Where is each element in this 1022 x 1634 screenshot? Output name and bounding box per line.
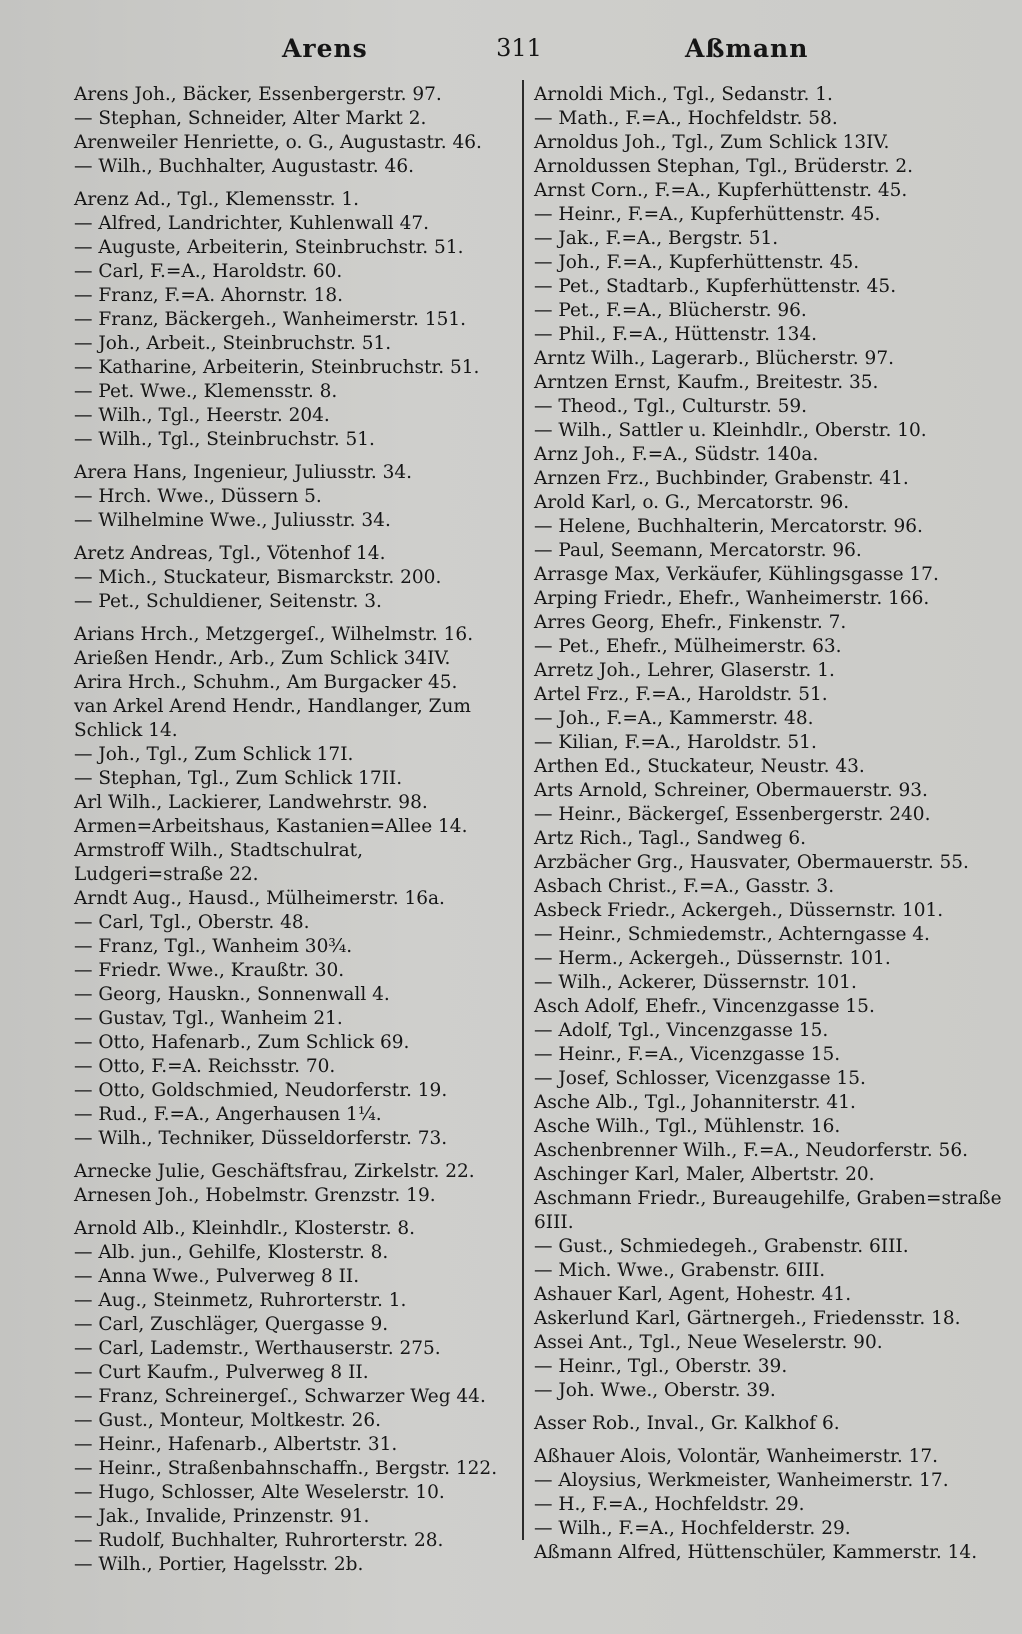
directory-entry: Arold Karl, o. G., Mercatorstr. 96. bbox=[534, 492, 850, 513]
directory-entry: — Franz, Bäckergeh., Wanheimerstr. 151. bbox=[74, 309, 467, 330]
directory-entry: — Aug., Steinmetz, Ruhrorterstr. 1. bbox=[74, 1290, 407, 1311]
page-header bbox=[0, 30, 1022, 70]
directory-entry: — Heinr., Bäckergeſ, Essenbergerstr. 240. bbox=[534, 804, 931, 825]
directory-entry: Arnzen Frz., Buchbinder, Grabenstr. 41. bbox=[534, 468, 909, 489]
directory-entry: Arntzen Ernst, Kaufm., Breitestr. 35. bbox=[534, 372, 879, 393]
directory-entry: Arthen Ed., Stuckateur, Neustr. 43. bbox=[534, 756, 865, 777]
directory-entry: Arnz Joh., F.=A., Südstr. 140a. bbox=[534, 444, 819, 465]
directory-entry: — Gustav, Tgl., Wanheim 21. bbox=[74, 1008, 343, 1029]
directory-entry: Arens Joh., Bäcker, Essenbergerstr. 97. bbox=[74, 84, 442, 105]
directory-entry: — Joh., Tgl., Zum Schlick 17I. bbox=[74, 744, 354, 765]
directory-entry: Aschmann Friedr., Bureaugehilfe, Graben=straße 6III. bbox=[534, 1188, 1002, 1233]
directory-entry: — Wilh., Ackerer, Düssernstr. 101. bbox=[534, 972, 857, 993]
directory-entry: Arts Arnold, Schreiner, Obermauerstr. 93. bbox=[534, 780, 928, 801]
directory-entry: — Adolf, Tgl., Vincenzgasse 15. bbox=[534, 1020, 829, 1041]
directory-entry: — Curt Kaufm., Pulverweg 8 II. bbox=[74, 1362, 369, 1383]
directory-entry: Asche Wilh., Tgl., Mühlenstr. 16. bbox=[534, 1116, 841, 1137]
directory-entry: — Heinr., F.=A., Kupferhüttenstr. 45. bbox=[534, 204, 881, 225]
directory-entry: Arres Georg, Ehefr., Finkenstr. 7. bbox=[534, 612, 847, 633]
directory-entry: — Theod., Tgl., Culturstr. 59. bbox=[534, 396, 808, 417]
directory-entry: van Arkel Arend Hendr., Handlanger, Zum Schlick 14. bbox=[74, 696, 471, 741]
directory-entry: Artel Frz., F.=A., Haroldstr. 51. bbox=[534, 684, 828, 705]
directory-entry: — Heinr., Schmiedemstr., Achterngasse 4. bbox=[534, 924, 930, 945]
directory-entry: — Phil., F.=A., Hüttenstr. 134. bbox=[534, 324, 818, 345]
directory-entry: — Wilh., Tgl., Steinbruchstr. 51. bbox=[74, 429, 375, 450]
directory-entry: — Katharine, Arbeiterin, Steinbruchstr. 51. bbox=[74, 357, 480, 378]
directory-entry: Artz Rich., Tagl., Sandweg 6. bbox=[534, 828, 806, 849]
directory-entry: — Georg, Hauskn., Sonnenwall 4. bbox=[74, 984, 390, 1005]
directory-entry: — Hugo, Schlosser, Alte Weselerstr. 10. bbox=[74, 1482, 445, 1503]
directory-entry: Arenz Ad., Tgl., Klemensstr. 1. bbox=[74, 189, 360, 210]
directory-entry: — Auguste, Arbeiterin, Steinbruchstr. 51. bbox=[74, 237, 464, 258]
directory-entry: — Joh., Arbeit., Steinbruchstr. 51. bbox=[74, 333, 392, 354]
directory-entry: — Anna Wwe., Pulverweg 8 II. bbox=[74, 1266, 360, 1287]
directory-entry: Aschenbrenner Wilh., F.=A., Neudorferstr. 56. bbox=[534, 1140, 968, 1161]
directory-entry: Armen=Arbeitshaus, Kastanien=Allee 14. bbox=[74, 816, 468, 837]
directory-entry: — Wilh., Tgl., Heerstr. 204. bbox=[74, 405, 330, 426]
directory-entry: — Rudolf, Buchhalter, Ruhrorterstr. 28. bbox=[74, 1530, 444, 1551]
directory-entry: — Wilh., Buchhalter, Augustastr. 46. bbox=[74, 156, 414, 177]
directory-entry: Arnesen Joh., Hobelmstr. Grenzstr. 19. bbox=[74, 1185, 436, 1206]
directory-entry: — Helene, Buchhalterin, Mercatorstr. 96. bbox=[534, 516, 923, 537]
directory-entry: Asbach Christ., F.=A., Gasstr. 3. bbox=[534, 876, 835, 897]
directory-entry: Arera Hans, Ingenieur, Juliusstr. 34. bbox=[74, 462, 413, 483]
directory-entry: Arießen Hendr., Arb., Zum Schlick 34IV. bbox=[74, 648, 451, 669]
directory-entry: Asche Alb., Tgl., Johanniterstr. 41. bbox=[534, 1092, 856, 1113]
directory-entry: Asch Adolf, Ehefr., Vincenzgasse 15. bbox=[534, 996, 875, 1017]
directory-entry: Arzbächer Grg., Hausvater, Obermauerstr. 55. bbox=[534, 852, 969, 873]
directory-entry: — Joh., F.=A., Kupferhüttenstr. 45. bbox=[534, 252, 860, 273]
directory-entry: — Pet., Stadtarb., Kupferhüttenstr. 45. bbox=[534, 276, 897, 297]
directory-entry: Arira Hrch., Schuhm., Am Burgacker 45. bbox=[74, 672, 458, 693]
directory-entry: — Carl, Zuschläger, Quergasse 9. bbox=[74, 1314, 389, 1335]
directory-entry: — Gust., Schmiedegeh., Grabenstr. 6III. bbox=[534, 1236, 909, 1257]
column-divider bbox=[522, 80, 524, 1540]
directory-entry: Arnold Alb., Kleinhdlr., Klosterstr. 8. bbox=[74, 1218, 416, 1239]
directory-entry: — Gust., Monteur, Moltkestr. 26. bbox=[74, 1410, 382, 1431]
directory-entry: Arenweiler Henriette, o. G., Augustastr. 46. bbox=[74, 132, 482, 153]
directory-entry: — Wilhelmine Wwe., Juliusstr. 34. bbox=[74, 510, 391, 531]
directory-entry: — Pet., Schuldiener, Seitenstr. 3. bbox=[74, 591, 382, 612]
directory-entry: — Pet., Ehefr., Mülheimerstr. 63. bbox=[534, 636, 842, 657]
header-left-keyword: Arens bbox=[282, 34, 368, 63]
directory-entry: Arnoldussen Stephan, Tgl., Brüderstr. 2. bbox=[534, 156, 914, 177]
directory-entry: Assei Ant., Tgl., Neue Weselerstr. 90. bbox=[534, 1332, 883, 1353]
directory-entry: Arrasge Max, Verkäufer, Kühlingsgasse 17. bbox=[534, 564, 939, 585]
directory-entry: — Jak., F.=A., Bergstr. 51. bbox=[534, 228, 779, 249]
directory-entry: Aretz Andreas, Tgl., Vötenhof 14. bbox=[74, 543, 386, 564]
directory-entry: — Friedr. Wwe., Kraußtr. 30. bbox=[74, 960, 345, 981]
directory-entry: — H., F.=A., Hochfeldstr. 29. bbox=[534, 1494, 805, 1515]
directory-entry: Arping Friedr., Ehefr., Wanheimerstr. 166. bbox=[534, 588, 930, 609]
directory-entry: Arntz Wilh., Lagerarb., Blücherstr. 97. bbox=[534, 348, 894, 369]
directory-entry: — Alfred, Landrichter, Kuhlenwall 47. bbox=[74, 213, 429, 234]
directory-entry: Asbeck Friedr., Ackergeh., Düssernstr. 101. bbox=[534, 900, 944, 921]
directory-entry: — Rud., F.=A., Angerhausen 1¼. bbox=[74, 1104, 382, 1125]
header-right-keyword: Aßmann bbox=[685, 34, 809, 63]
directory-entry: — Mich., Stuckateur, Bismarckstr. 200. bbox=[74, 567, 442, 588]
directory-entry: Aschinger Karl, Maler, Albertstr. 20. bbox=[534, 1164, 875, 1185]
directory-entry: Aßhauer Alois, Volontär, Wanheimerstr. 17. bbox=[534, 1446, 939, 1467]
right-column bbox=[534, 83, 1004, 1565]
directory-entry: — Kilian, F.=A., Haroldstr. 51. bbox=[534, 732, 817, 753]
directory-entry: — Alb. jun., Gehilfe, Klosterstr. 8. bbox=[74, 1242, 389, 1263]
directory-entry: — Joh., F.=A., Kammerstr. 48. bbox=[534, 708, 814, 729]
directory-entry: — Stephan, Tgl., Zum Schlick 17II. bbox=[74, 768, 403, 789]
directory-entry: — Hrch. Wwe., Düssern 5. bbox=[74, 486, 322, 507]
directory-entry: Arnoldus Joh., Tgl., Zum Schlick 13IV. bbox=[534, 132, 890, 153]
directory-entry: — Jak., Invalide, Prinzenstr. 91. bbox=[74, 1506, 370, 1527]
left-column bbox=[74, 83, 510, 1577]
directory-entry: Aßmann Alfred, Hüttenschüler, Kammerstr. 14. bbox=[534, 1542, 978, 1563]
directory-entry: — Otto, Hafenarb., Zum Schlick 69. bbox=[74, 1032, 410, 1053]
page-number: 311 bbox=[496, 34, 542, 62]
directory-entry: — Paul, Seemann, Mercatorstr. 96. bbox=[534, 540, 862, 561]
directory-entry: Askerlund Karl, Gärtnergeh., Friedensstr. 18. bbox=[534, 1308, 961, 1329]
directory-entry: Arl Wilh., Lackierer, Landwehrstr. 98. bbox=[74, 792, 428, 813]
directory-entry: — Wilh., F.=A., Hochfelderstr. 29. bbox=[534, 1518, 851, 1539]
directory-entry: — Wilh., Sattler u. Kleinhdlr., Oberstr. 10. bbox=[534, 420, 927, 441]
directory-entry: Armstroff Wilh., Stadtschulrat, Ludgeri=straße 22. bbox=[74, 840, 363, 885]
directory-entry: — Wilh., Portier, Hagelsstr. 2b. bbox=[74, 1554, 364, 1575]
directory-entry: — Aloysius, Werkmeister, Wanheimerstr. 17. bbox=[534, 1470, 949, 1491]
directory-entry: Arretz Joh., Lehrer, Glaserstr. 1. bbox=[534, 660, 835, 681]
directory-entry: — Herm., Ackergeh., Düssernstr. 101. bbox=[534, 948, 891, 969]
directory-entry: — Franz, F.=A. Ahornstr. 18. bbox=[74, 285, 344, 306]
directory-entry: — Franz, Tgl., Wanheim 30¾. bbox=[74, 936, 353, 957]
directory-entry: — Heinr., Tgl., Oberstr. 39. bbox=[534, 1356, 788, 1377]
directory-entry: — Heinr., Straßenbahnschaffn., Bergstr. 122. bbox=[74, 1458, 498, 1479]
directory-entry: Arnst Corn., F.=A., Kupferhüttenstr. 45. bbox=[534, 180, 908, 201]
directory-entry: Arndt Aug., Hausd., Mülheimerstr. 16a. bbox=[74, 888, 445, 909]
directory-entry: — Josef, Schlosser, Vicenzgasse 15. bbox=[534, 1068, 866, 1089]
directory-entry: Arnecke Julie, Geschäftsfrau, Zirkelstr. 22. bbox=[74, 1161, 475, 1182]
directory-entry: — Franz, Schreinergeſ., Schwarzer Weg 44. bbox=[74, 1386, 486, 1407]
directory-entry: — Carl, Tgl., Oberstr. 48. bbox=[74, 912, 310, 933]
directory-entry: — Heinr., F.=A., Vicenzgasse 15. bbox=[534, 1044, 841, 1065]
directory-entry: — Joh. Wwe., Oberstr. 39. bbox=[534, 1380, 776, 1401]
directory-entry: — Carl, Lademstr., Werthauserstr. 275. bbox=[74, 1338, 441, 1359]
directory-entry: — Wilh., Techniker, Düsseldorferstr. 73. bbox=[74, 1128, 448, 1149]
directory-entry: — Mich. Wwe., Grabenstr. 6III. bbox=[534, 1260, 826, 1281]
directory-entry: — Otto, Goldschmied, Neudorferstr. 19. bbox=[74, 1080, 448, 1101]
directory-entry: Arnoldi Mich., Tgl., Sedanstr. 1. bbox=[534, 84, 833, 105]
directory-entry: — Pet., F.=A., Blücherstr. 96. bbox=[534, 300, 807, 321]
directory-entry: — Otto, F.=A. Reichsstr. 70. bbox=[74, 1056, 336, 1077]
directory-entry: Arians Hrch., Metzgergeſ., Wilhelmstr. 16. bbox=[74, 624, 474, 645]
directory-entry: — Heinr., Hafenarb., Albertstr. 31. bbox=[74, 1434, 398, 1455]
directory-entry: — Math., F.=A., Hochfeldstr. 58. bbox=[534, 108, 838, 129]
directory-entry: — Pet. Wwe., Klemensstr. 8. bbox=[74, 381, 338, 402]
directory-entry: — Stephan, Schneider, Alter Markt 2. bbox=[74, 108, 427, 129]
directory-entry: Asser Rob., Inval., Gr. Kalkhof 6. bbox=[534, 1413, 840, 1434]
directory-entry: — Carl, F.=A., Haroldstr. 60. bbox=[74, 261, 343, 282]
directory-entry: Ashauer Karl, Agent, Hohestr. 41. bbox=[534, 1284, 852, 1305]
